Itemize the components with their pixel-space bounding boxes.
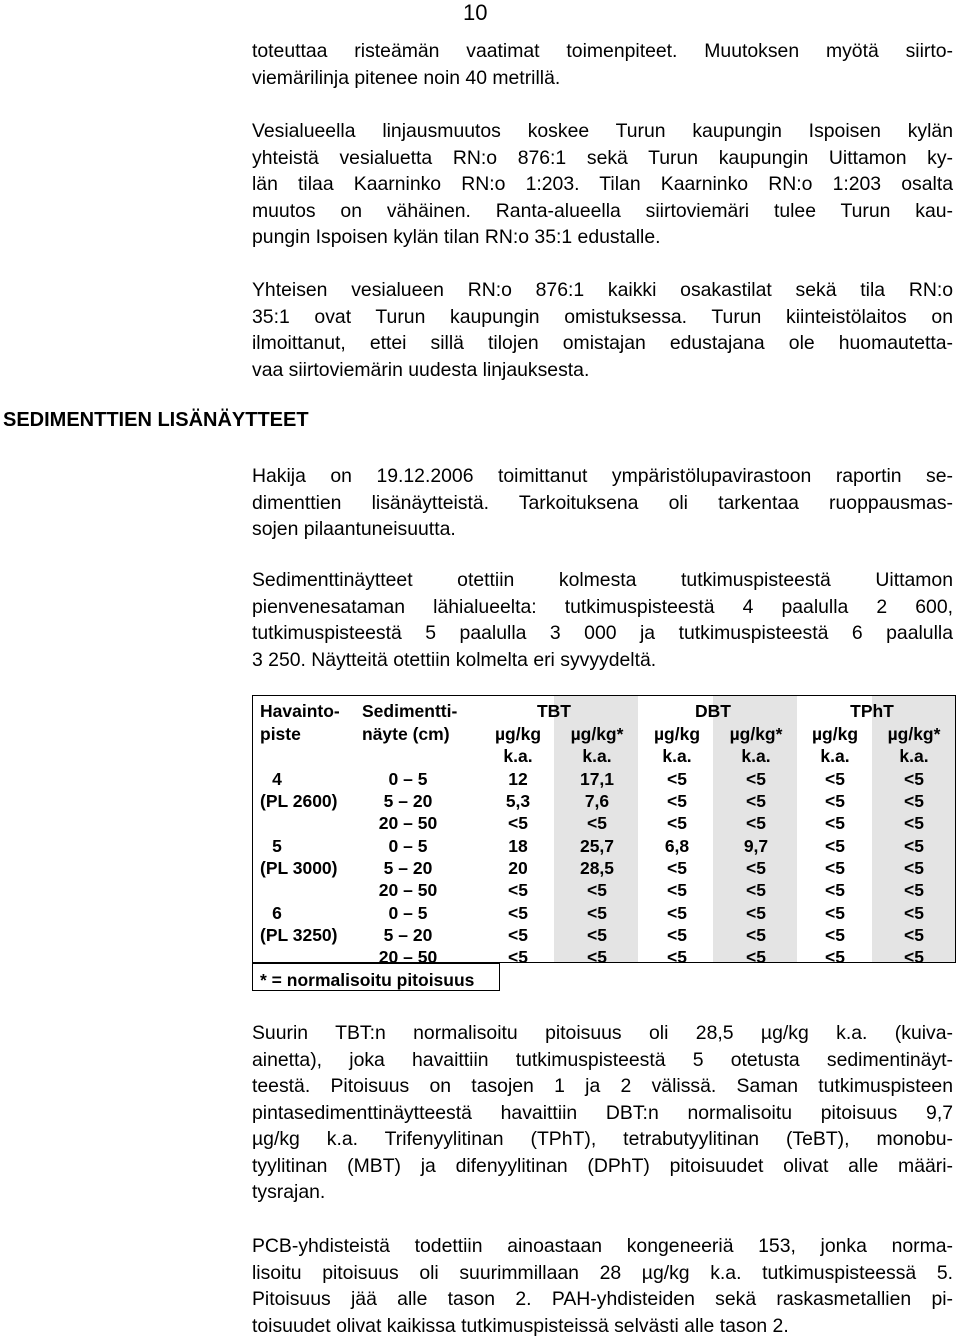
value-cell: 9,7 bbox=[743, 836, 769, 856]
value-cell: <5 bbox=[667, 858, 687, 878]
value-cell: <5 bbox=[508, 880, 528, 900]
value-cell: <5 bbox=[904, 769, 924, 789]
value-cell: <5 bbox=[667, 947, 687, 967]
text-line: pungin Ispoisen kylän tilan RN:o 35:1 edustalle. bbox=[252, 226, 661, 248]
depth-cell: 5 – 20 bbox=[383, 858, 433, 878]
section-heading: SEDIMENTTIEN LISÄNÄYTTEET bbox=[3, 409, 309, 431]
value-cell: <5 bbox=[904, 903, 924, 923]
value-cell: <5 bbox=[825, 880, 845, 900]
point-label: (PL 2600) bbox=[260, 791, 338, 811]
header-cell: piste bbox=[260, 724, 301, 744]
text-line: Pitoisuus jää alle tason 2. PAH-yhdisteiden sekä raskasmetallien pi- bbox=[252, 1288, 953, 1310]
header-cell: k.a. bbox=[503, 746, 533, 766]
value-cell: <5 bbox=[825, 813, 845, 833]
text-line: dimenttien lisänäytteistä. Tarkoituksena oli tarkentaa ruoppausmas- bbox=[252, 491, 953, 514]
value-cell: <5 bbox=[667, 769, 687, 789]
value-cell: <5 bbox=[667, 880, 687, 900]
value-cell: <5 bbox=[904, 791, 924, 811]
value-cell: <5 bbox=[746, 769, 766, 789]
paragraph bbox=[252, 118, 953, 251]
value-cell: 28,5 bbox=[579, 858, 615, 878]
value-cell: <5 bbox=[825, 925, 845, 945]
point-label: 4 bbox=[272, 769, 282, 789]
text-line: sojen pilaantuneisuutta. bbox=[252, 518, 456, 540]
text-line: µg/kg k.a. Trifenyylitinan (TPhT), tetrabutyylitinan (TeBT), monobu- bbox=[252, 1128, 953, 1150]
value-cell: <5 bbox=[825, 903, 845, 923]
depth-cell: 5 – 20 bbox=[383, 791, 433, 811]
header-cell: k.a. bbox=[662, 746, 692, 766]
text-line: tysrajan. bbox=[252, 1181, 326, 1203]
value-cell: 12 bbox=[508, 769, 528, 789]
value-cell: <5 bbox=[587, 880, 607, 900]
text-line: muutos on vähäinen. Ranta-alueella siirtoviemäri tulee Turun kau- bbox=[252, 199, 953, 222]
value-cell: <5 bbox=[508, 947, 528, 967]
header-cell: näyte (cm) bbox=[362, 724, 450, 744]
text-line: Vesialueella linjausmuutos koskee Turun kaupungin Ispoisen kylän bbox=[252, 120, 953, 142]
value-cell: <5 bbox=[508, 813, 528, 833]
header-cell: Sedimentti- bbox=[362, 701, 458, 721]
point-label: (PL 3250) bbox=[260, 925, 338, 945]
value-cell: 6,8 bbox=[664, 836, 690, 856]
value-cell: 20 bbox=[508, 858, 528, 878]
header-cell: µg/kg bbox=[653, 724, 701, 744]
depth-cell: 20 – 50 bbox=[378, 880, 438, 900]
header-cell: Havainto- bbox=[260, 701, 340, 721]
value-cell: <5 bbox=[667, 903, 687, 923]
text-line: län tilaa Kaarninko RN:o 1:203. Tilan Kaarninko RN:o 1:203 osalta bbox=[252, 173, 953, 195]
depth-cell: 5 – 20 bbox=[383, 925, 433, 945]
header-cell: TPhT bbox=[850, 701, 894, 721]
value-cell: <5 bbox=[508, 903, 528, 923]
value-cell: 7,6 bbox=[584, 791, 610, 811]
value-cell: 18 bbox=[508, 836, 528, 856]
point-label: 5 bbox=[272, 836, 282, 856]
text-line: tyylitinan (MBT) ja difenyylitinan (DPhT) pitoisuudet olivat alle määri- bbox=[252, 1154, 953, 1177]
header-cell: k.a. bbox=[741, 746, 771, 766]
text-line: viemärilinja pitenee noin 40 metrillä. bbox=[252, 66, 561, 89]
value-cell: <5 bbox=[746, 903, 766, 923]
value-cell: <5 bbox=[587, 813, 607, 833]
header-cell: µg/kg* bbox=[729, 724, 783, 744]
text-line: toteuttaa risteämän vaatimat toimenpiteet. Muutoksen myötä siirto- bbox=[252, 40, 953, 62]
text-line: ilmoittanut, ettei sillä tilojen omistajan edustajana ole huomautetta- bbox=[252, 332, 953, 354]
value-cell: <5 bbox=[746, 858, 766, 878]
text-line: vaa siirtoviemärin uudesta linjauksesta. bbox=[252, 358, 590, 381]
value-cell: <5 bbox=[587, 947, 607, 967]
value-cell: <5 bbox=[904, 925, 924, 945]
depth-cell: 20 – 50 bbox=[378, 813, 438, 833]
value-cell: <5 bbox=[746, 791, 766, 811]
paragraph bbox=[252, 1233, 953, 1339]
value-cell: <5 bbox=[904, 858, 924, 878]
point-label: 6 bbox=[272, 903, 282, 923]
text-line: 3 250. Näytteitä otettiin kolmelta eri syvyydeltä. bbox=[252, 648, 657, 671]
text-line: Suurin TBT:n normalisoitu pitoisuus oli 28,5 µg/kg k.a. (kuiva- bbox=[252, 1022, 953, 1044]
header-cell: TBT bbox=[536, 701, 572, 721]
paragraph bbox=[252, 1020, 953, 1206]
text-line: ainetta), joka havaittiin tutkimuspisteestä 5 otetusta sedimentinäyt- bbox=[252, 1048, 953, 1071]
value-cell: 17,1 bbox=[579, 769, 615, 789]
paragraph bbox=[252, 277, 953, 383]
value-cell: 5,3 bbox=[505, 791, 531, 811]
value-cell: <5 bbox=[746, 880, 766, 900]
value-cell: <5 bbox=[508, 925, 528, 945]
header-cell: µg/kg bbox=[811, 724, 859, 744]
header-cell: µg/kg bbox=[494, 724, 542, 744]
sediment-results-table bbox=[252, 695, 960, 995]
table-footnote: * = normalisoitu pitoisuus bbox=[260, 970, 475, 990]
value-cell: <5 bbox=[667, 791, 687, 811]
text-line: toisuudet olivat kaikissa tutkimuspisteissä selvästi alle tason 2. bbox=[252, 1314, 789, 1337]
value-cell: <5 bbox=[904, 813, 924, 833]
value-cell: <5 bbox=[825, 836, 845, 856]
paragraph bbox=[252, 463, 953, 543]
text-line: pienvenesataman lähialueelta: tutkimuspisteestä 4 paalulla 2 600, bbox=[252, 595, 953, 618]
page-number: 10 bbox=[463, 0, 488, 25]
text-line: Yhteisen vesialueen RN:o 876:1 kaikki osakastilat sekä tila RN:o bbox=[252, 279, 953, 301]
depth-cell: 0 – 5 bbox=[388, 769, 428, 789]
text-line: Sedimenttinäytteet otettiin kolmesta tutkimuspisteestä Uittamon bbox=[252, 569, 953, 591]
value-cell: <5 bbox=[746, 947, 766, 967]
text-line: yhteistä vesialuetta RN:o 876:1 sekä Turun kaupungin Uittamon ky- bbox=[252, 146, 953, 169]
text-line: 35:1 ovat Turun kaupungin omistuksessa. Turun kiinteistölaitos on bbox=[252, 305, 953, 328]
value-cell: <5 bbox=[904, 836, 924, 856]
header-cell: k.a. bbox=[899, 746, 929, 766]
paragraph bbox=[252, 38, 953, 91]
value-cell: 25,7 bbox=[579, 836, 615, 856]
text-line: teestä. Pitoisuus on tasojen 1 ja 2 välissä. Saman tutkimuspisteen bbox=[252, 1075, 953, 1097]
value-cell: <5 bbox=[825, 947, 845, 967]
text-line: tutkimuspisteestä 5 paalulla 3 000 ja tutkimuspisteestä 6 paalulla bbox=[252, 622, 953, 644]
header-cell: µg/kg* bbox=[570, 724, 624, 744]
depth-cell: 0 – 5 bbox=[388, 836, 428, 856]
value-cell: <5 bbox=[825, 791, 845, 811]
header-cell: DBT bbox=[695, 701, 731, 721]
header-cell: k.a. bbox=[820, 746, 850, 766]
text-line: pintasedimenttinäytteestä havaittiin DBT:n normalisoitu pitoisuus 9,7 bbox=[252, 1101, 953, 1124]
value-cell: <5 bbox=[587, 903, 607, 923]
value-cell: <5 bbox=[904, 880, 924, 900]
value-cell: <5 bbox=[746, 925, 766, 945]
text-line: PCB-yhdisteistä todettiin ainoastaan kongeneeriä 153, jonka norma- bbox=[252, 1235, 953, 1257]
text-line: Hakija on 19.12.2006 toimittanut ympäristölupavirastoon raportin se- bbox=[252, 465, 953, 487]
point-label: (PL 3000) bbox=[260, 858, 338, 878]
value-cell: <5 bbox=[825, 858, 845, 878]
text-line: lisoitu pitoisuus oli suurimmillaan 28 µg/kg k.a. tutkimuspisteessä 5. bbox=[252, 1261, 953, 1284]
value-cell: <5 bbox=[746, 813, 766, 833]
header-cell: µg/kg* bbox=[887, 724, 941, 744]
depth-cell: 20 – 50 bbox=[378, 947, 438, 967]
depth-cell: 0 – 5 bbox=[388, 903, 428, 923]
value-cell: <5 bbox=[825, 769, 845, 789]
value-cell: <5 bbox=[587, 925, 607, 945]
value-cell: <5 bbox=[904, 947, 924, 967]
value-cell: <5 bbox=[667, 813, 687, 833]
paragraph bbox=[252, 567, 953, 673]
header-cell: k.a. bbox=[582, 746, 612, 766]
value-cell: <5 bbox=[667, 925, 687, 945]
